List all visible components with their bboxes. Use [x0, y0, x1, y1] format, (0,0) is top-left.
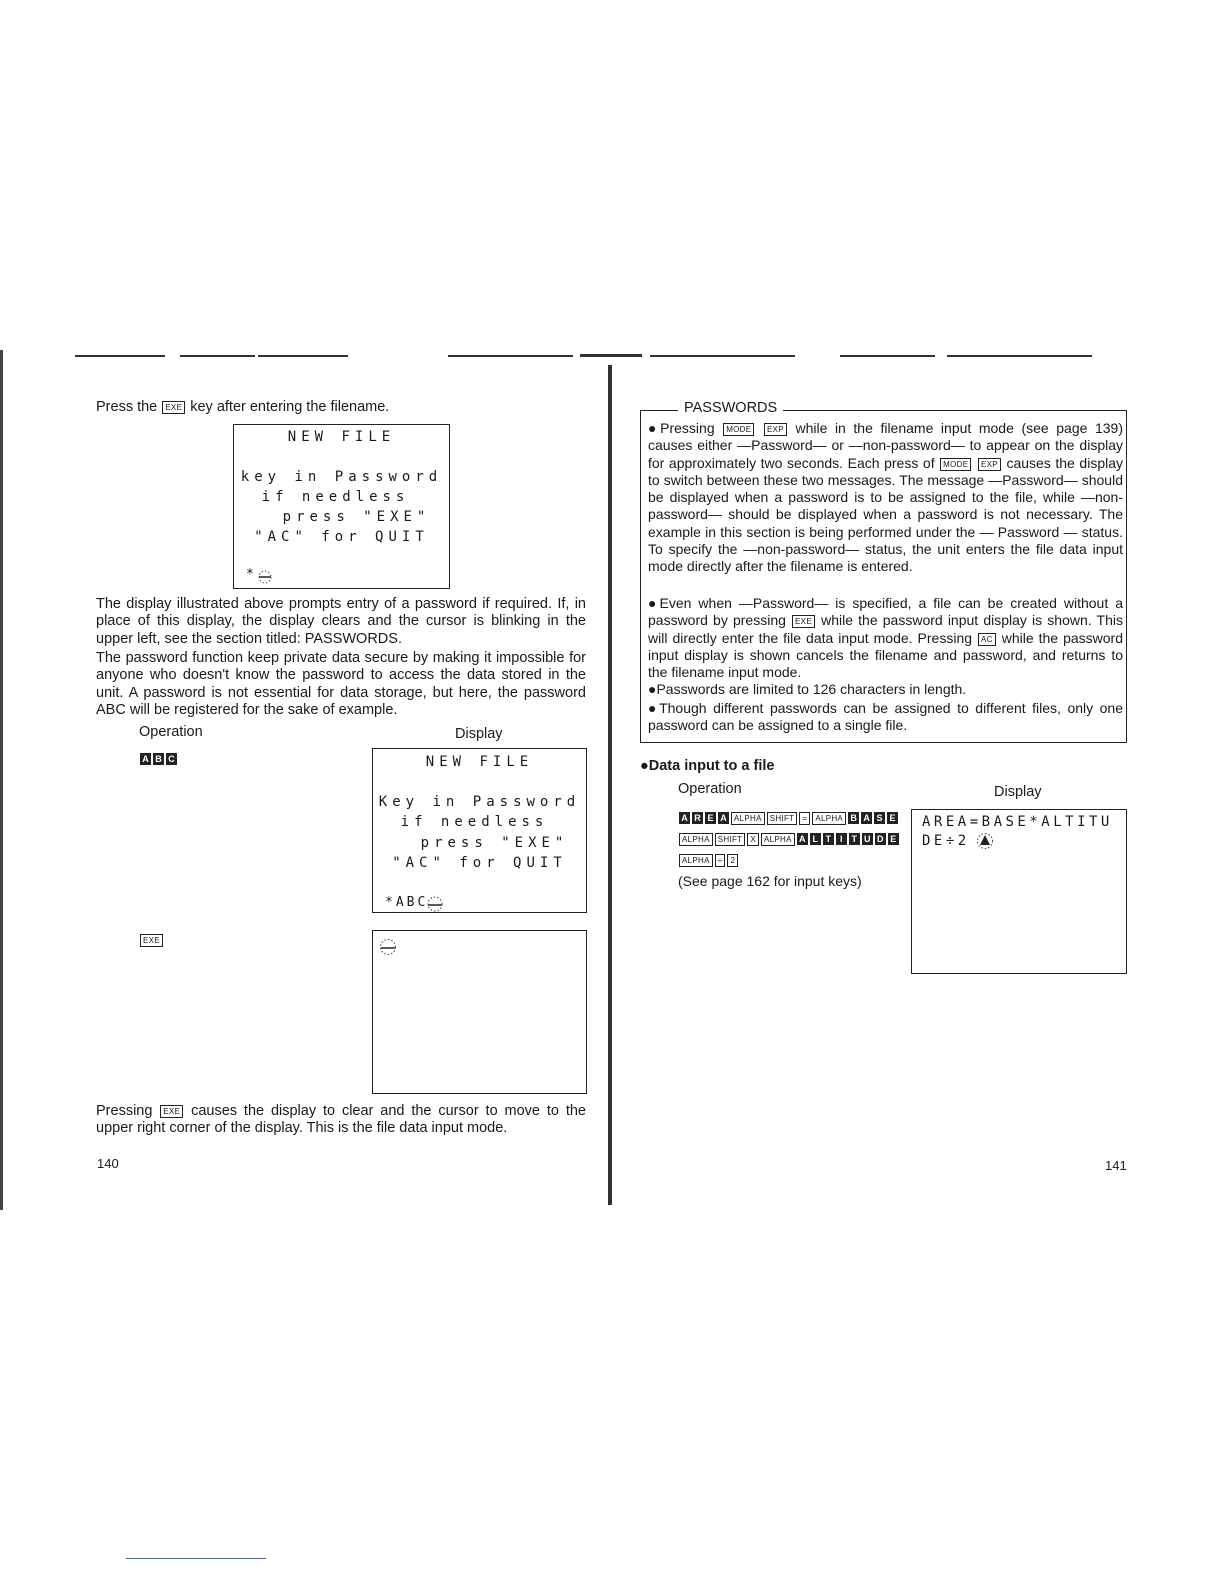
letter-key-icon: A — [797, 833, 808, 845]
operation-heading: Operation — [139, 724, 203, 740]
bottom-rule — [126, 1558, 266, 1559]
letter-key-icon: C — [166, 753, 177, 765]
password-bullet-3: ●Passwords are limited to 126 characters in length. — [648, 681, 967, 697]
blinking-cursor-icon — [423, 895, 447, 913]
bullet-icon: ● — [648, 595, 660, 611]
password-bullet-4: ●Though different passwords can be assigned to different files, only one password can be assigned to a single file. — [648, 700, 1123, 734]
screen-line: key in Password — [240, 469, 443, 485]
letter-key-icon: E — [888, 833, 899, 845]
ac-key-icon: AC — [978, 633, 996, 646]
number-key-icon: 2 — [727, 854, 738, 867]
screen-line: if needless — [400, 814, 549, 830]
passwords-box-title: PASSWORDS — [678, 400, 783, 416]
top-rule-segment — [258, 355, 348, 357]
op-keys-row3 — [678, 851, 739, 869]
cursor-star: * — [246, 567, 254, 582]
letter-key-icon: T — [849, 833, 860, 845]
alpha-key-icon: ALPHA — [812, 812, 846, 825]
alpha-key-icon: ALPHA — [731, 812, 765, 825]
shift-key-icon: SHIFT — [767, 812, 798, 825]
letter-key-icon: B — [153, 753, 164, 765]
display-heading: Display — [455, 726, 503, 742]
display-heading: Display — [994, 784, 1042, 800]
screen-line: DE÷2 — [922, 833, 970, 849]
left-binding-edge — [0, 350, 3, 1210]
screen-line: NEW FILE — [425, 754, 534, 770]
letter-key-icon: A — [679, 812, 690, 824]
bullet-icon: ● — [648, 700, 660, 716]
paragraph-prompt-explanation: The display illustrated above prompts entry of a password if required. If, in place of this display, the display clears and the cursor is blinking in the upper left, see the section titled: PASSWORDS. — [96, 596, 586, 647]
top-rule-segment — [448, 355, 573, 357]
center-gutter — [608, 365, 612, 1205]
screen-line: AREA=BASE*ALTITU — [922, 814, 1113, 830]
letter-key-icon: R — [692, 812, 703, 824]
data-input-screen — [911, 809, 1127, 974]
closing-paragraph: Pressing EXE causes the display to clear and the cursor to move to the upper right corner of the display. This is the file data input mode. — [96, 1103, 586, 1137]
password-input-text: *ABC — [385, 895, 429, 910]
new-file-screen — [233, 424, 450, 589]
blinking-cursor-icon — [254, 569, 276, 585]
letter-key-icon: A — [718, 812, 729, 824]
screen-line: press "EXE" — [282, 509, 431, 525]
exe-key-icon: EXE — [160, 1105, 183, 1118]
divide-key-icon: ÷ — [715, 854, 726, 867]
bullet-icon: ● — [640, 758, 649, 774]
bullet-icon: ● — [648, 420, 661, 436]
letter-key-icon: S — [874, 812, 885, 824]
exe-key-icon: EXE — [162, 401, 185, 414]
exe-key-icon: EXE — [792, 615, 815, 628]
letter-key-icon: A — [861, 812, 872, 824]
password-bullet-1: ●Pressing MODE EXP while in the filename input mode (see page 139) causes either —Password— or —non-password— to appear on the display for approximately two seconds. Each press of MODE EXP causes the display to switch between these two messages. The message —Password— should be displayed when a password is to be assigned to the file, while —non-password— should be displayed when a password is not necessary. The example in this section is being performed under the — Password — status. To specify the —non-password— status, the unit enters the file data input mode directly after the filename is entered. — [648, 420, 1124, 575]
top-rule-segment — [580, 354, 642, 357]
page-number-right: 141 — [1105, 1158, 1127, 1173]
letter-key-icon: E — [887, 812, 898, 824]
paragraph-password-function: The password function keep private data secure by making it impossible for anyone who doesn't know the password to access the data stored in the unit. A password is not essential for data storage, but here, the password ABC will be registered for the sake of example. — [96, 650, 586, 719]
intro-line: Press the EXE key after entering the filename. — [96, 399, 390, 415]
exe-key-icon: EXE — [140, 934, 163, 947]
op2-key — [139, 931, 164, 949]
exp-key-icon: EXP — [764, 423, 787, 436]
screen-line: press "EXE" — [420, 835, 569, 851]
mode-key-icon: MODE — [723, 423, 754, 436]
password-entry-screen — [372, 748, 587, 913]
page-number-left: 140 — [97, 1156, 119, 1171]
alpha-key-icon: ALPHA — [679, 854, 713, 867]
letter-key-icon: E — [705, 812, 716, 824]
see-page-note: (See page 162 for input keys) — [678, 873, 862, 889]
password-bullet-2: ●Even when —Password— is specified, a file can be created without a password by pressing EXE while the password input display is shown. This will directly enter the file data input mode. Pressing AC while the password input display is shown cancels the filename and password, and returns to the filename input mode. — [648, 595, 1124, 681]
mode-key-icon: MODE — [940, 458, 971, 471]
operation-heading: Operation — [678, 781, 742, 797]
op1-keys — [139, 750, 178, 768]
equals-key-icon: = — [799, 812, 810, 825]
blinking-cursor-icon — [376, 937, 400, 957]
screen-line: Key in Password — [378, 794, 581, 810]
alpha-key-icon: ALPHA — [761, 833, 795, 846]
top-rule-segment — [947, 355, 1092, 357]
top-rule-segment — [840, 355, 935, 357]
letter-key-icon: B — [848, 812, 859, 824]
screen-line: if needless — [261, 489, 410, 505]
letter-key-icon: A — [140, 753, 151, 765]
blinking-cursor-icon — [974, 831, 996, 851]
top-rule-segment — [180, 355, 255, 357]
screen-line: "AC" for QUIT — [254, 529, 429, 545]
top-rule-segment — [75, 355, 165, 357]
screen-line: NEW FILE — [287, 429, 396, 445]
screen-line: "AC" for QUIT — [392, 855, 567, 871]
letter-key-icon: U — [862, 833, 873, 845]
op-keys-row1 — [678, 809, 899, 827]
exp-key-icon: EXP — [978, 458, 1001, 471]
multiply-key-icon: X — [747, 833, 759, 846]
letter-key-icon: D — [875, 833, 886, 845]
letter-key-icon: T — [823, 833, 834, 845]
letter-key-icon: L — [810, 833, 821, 845]
shift-key-icon: SHIFT — [715, 833, 746, 846]
data-input-heading: ●Data input to a file — [640, 758, 775, 774]
bullet-icon: ● — [648, 681, 657, 697]
cleared-screen — [372, 930, 587, 1094]
letter-key-icon: I — [836, 833, 847, 845]
op-keys-row2 — [678, 830, 900, 848]
top-rule-segment — [650, 355, 795, 357]
alpha-key-icon: ALPHA — [679, 833, 713, 846]
